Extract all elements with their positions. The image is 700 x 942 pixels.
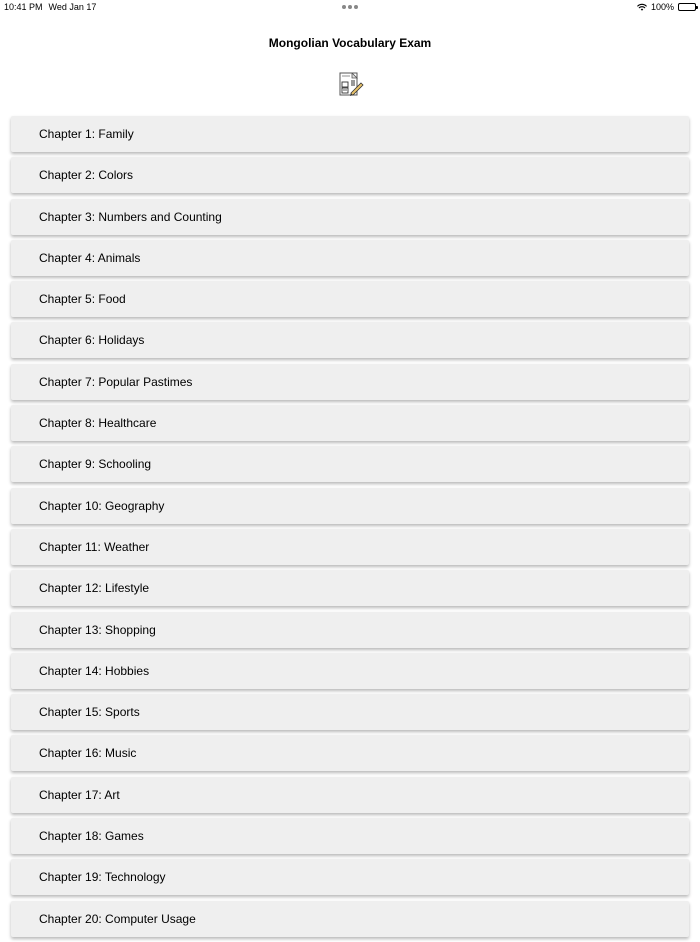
- chapter-item-2[interactable]: [11, 157, 689, 193]
- exam-sheet-pencil-icon: [336, 70, 364, 98]
- status-date: Wed Jan 17: [48, 2, 97, 12]
- chapter-item-9[interactable]: [11, 446, 689, 482]
- battery-percent: 100%: [650, 2, 674, 12]
- chapter-label: Chapter 11: Weather: [39, 539, 150, 554]
- chapter-label: Chapter 2: Colors: [39, 168, 134, 183]
- chapter-item-6[interactable]: [11, 322, 689, 358]
- chapter-label: Chapter 7: Popular Pastimes: [39, 374, 193, 389]
- chapter-item-10[interactable]: [11, 488, 689, 524]
- chapter-item-1[interactable]: [11, 116, 689, 152]
- chapter-label: Chapter 3: Numbers and Counting: [39, 209, 222, 224]
- status-time: 10:41 PM: [4, 2, 43, 12]
- chapter-item-12[interactable]: [11, 570, 689, 606]
- multitasking-dots-icon[interactable]: [342, 5, 358, 9]
- chapter-item-19[interactable]: [11, 859, 689, 895]
- chapter-label: Chapter 17: Art: [39, 787, 120, 802]
- status-left: [4, 0, 96, 14]
- page-title: Mongolian Vocabulary Exam: [268, 36, 432, 50]
- wifi-icon: [637, 3, 647, 12]
- chapter-item-17[interactable]: [11, 777, 689, 813]
- chapter-item-15[interactable]: [11, 694, 689, 730]
- chapter-item-11[interactable]: [11, 529, 689, 565]
- chapter-label: Chapter 20: Computer Usage: [39, 911, 196, 926]
- chapter-item-7[interactable]: [11, 364, 689, 400]
- chapter-label: Chapter 16: Music: [39, 746, 137, 761]
- chapter-item-16[interactable]: [11, 735, 689, 771]
- chapter-label: Chapter 12: Lifestyle: [39, 581, 150, 596]
- chapter-label: Chapter 8: Healthcare: [39, 416, 157, 431]
- chapter-label: Chapter 9: Schooling: [39, 457, 152, 472]
- chapter-item-5[interactable]: [11, 281, 689, 317]
- chapter-item-18[interactable]: [11, 818, 689, 854]
- chapter-label: Chapter 6: Holidays: [39, 333, 145, 348]
- chapter-item-14[interactable]: [11, 653, 689, 689]
- status-bar: [0, 0, 700, 14]
- battery-icon: [678, 3, 696, 11]
- chapter-label: Chapter 18: Games: [39, 829, 144, 844]
- chapter-item-3[interactable]: [11, 199, 689, 235]
- chapter-label: Chapter 1: Family: [39, 127, 134, 141]
- chapter-label: Chapter 19: Technology: [39, 870, 166, 885]
- chapter-item-13[interactable]: [11, 612, 689, 648]
- chapter-item-8[interactable]: [11, 405, 689, 441]
- chapter-label: Chapter 4: Animals: [39, 250, 141, 265]
- status-right: [637, 0, 696, 14]
- chapter-label: Chapter 14: Hobbies: [39, 663, 150, 678]
- chapter-item-4[interactable]: [11, 240, 689, 276]
- chapter-label: Chapter 15: Sports: [39, 705, 140, 720]
- chapter-list: [11, 116, 689, 942]
- chapter-label: Chapter 10: Geography: [39, 498, 165, 513]
- chapter-label: Chapter 5: Food: [39, 292, 126, 307]
- chapter-item-20[interactable]: [11, 901, 689, 937]
- chapter-label: Chapter 13: Shopping: [39, 622, 156, 637]
